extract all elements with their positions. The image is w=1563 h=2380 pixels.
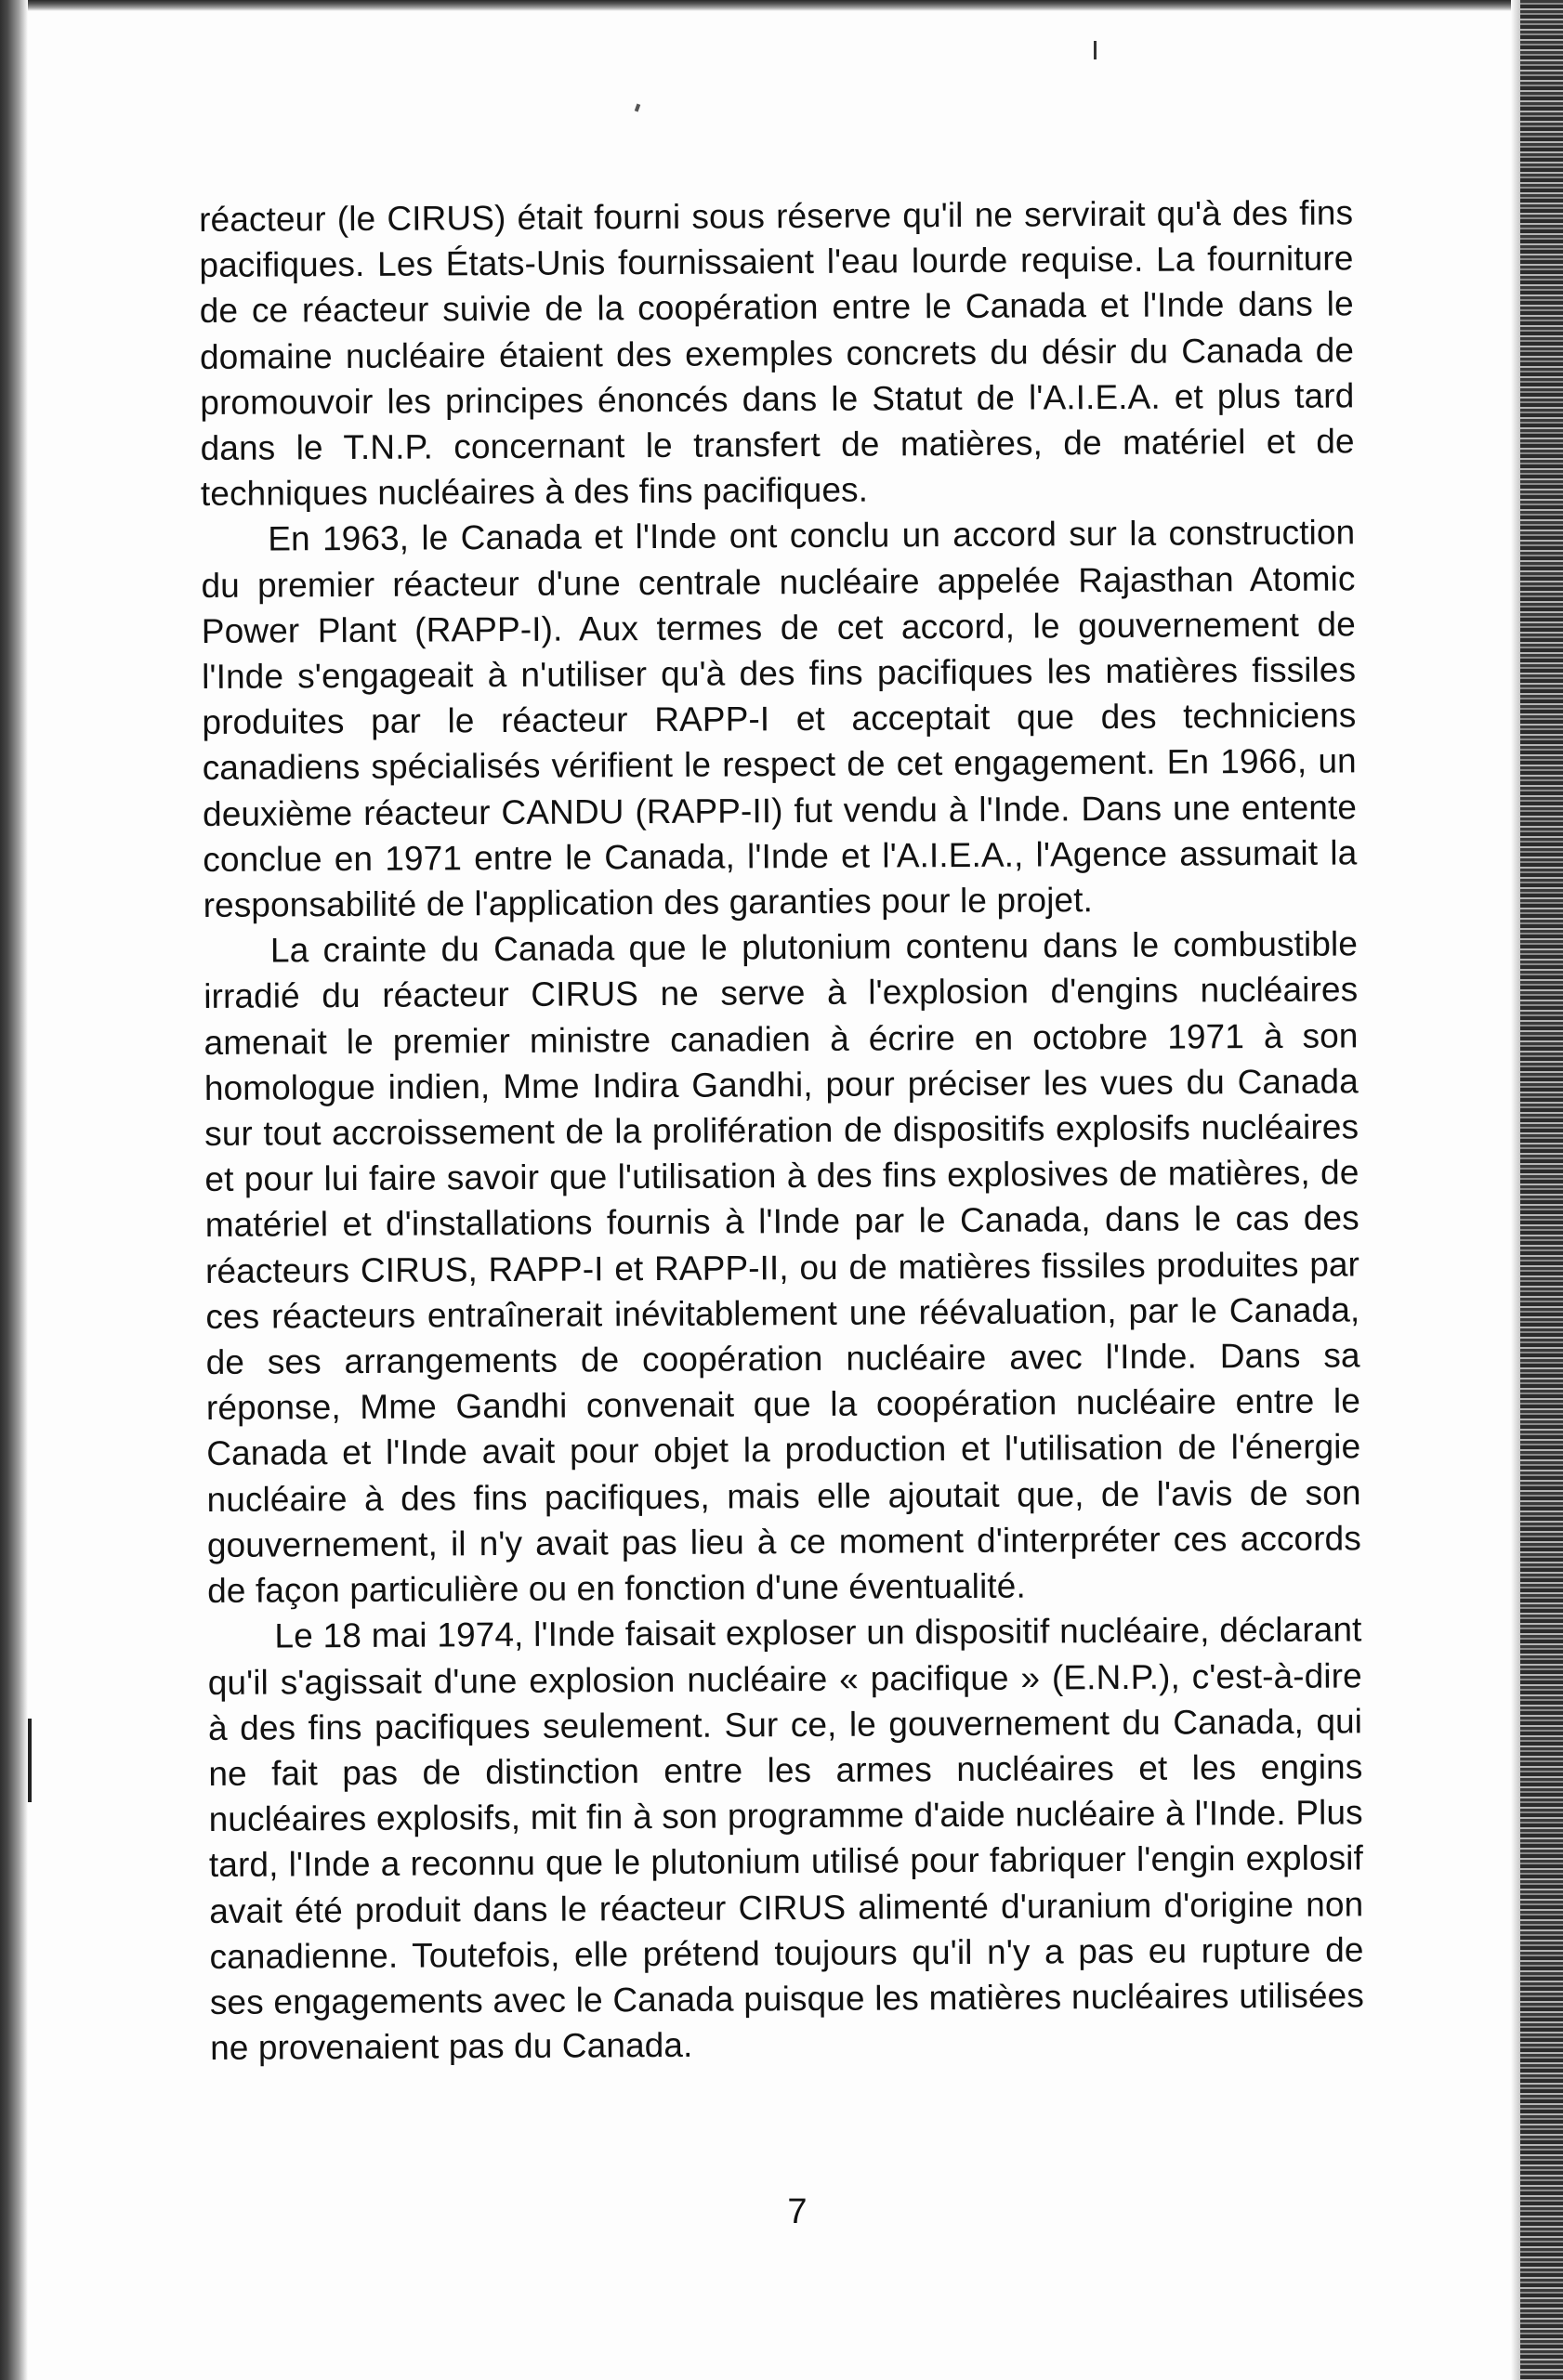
- stray-dot: [635, 104, 640, 112]
- scan-right-shadow: [1511, 0, 1520, 2380]
- paragraph-4: Le 18 mai 1974, l'Inde faisait exploser un dispositif nucléaire, déclarant qu'il s'agissait d'une explosion nucléaire « pacifique » (E.N.P.), c'est-à-dire à des fins pacifiques seulement. Sur ce, le gouvernement du Canada, qui ne fait pas de distinction entre les armes nucléaires et les engins nucléaires explosifs, mit fin à son programme d'aide nucléaire à l'Inde. Plus tard, l'Inde a reconnu que le plutonium utilisé pour fabriquer l'engin explosif avait été produit dans le réacteur CIRUS alimenté d'uranium d'origine non canadienne. Toutefois, elle prétend toujours qu'il n'y a pas eu rupture de ses engagements avec le Canada puisque les matières nucléaires utilisées ne provenaient pas du Canada.: [207, 1610, 1364, 2068]
- margin-mark: [28, 1719, 32, 1802]
- paragraph-3: La crainte du Canada que le plutonium contenu dans le combustible irradié du réacteur CIRUS ne serve à l'explosion d'engins nucléaires amenait le premier ministre canadien à écrire en octobre 1971 à son homologue indien, Mme Indira Gandhi, pour préciser les vues du Canada sur tout accroissement de la prolifération de dispositifs explosifs nucléaires et pour lui faire savoir que l'utilisation à des fins explosives de matières, de matériel et d'installations fournis à l'Inde par le Canada, dans le cas des réacteurs CIRUS, RAPP-I et RAPP-II, ou de matières fissiles produites par ces réacteurs entraînerait inévitablement une réévaluation, par le Canada, de ses arrangements de coopération nucléaire avec l'Inde. Dans sa réponse, Mme Gandhi convenait que la coopération nucléaire entre le Canada et l'Inde avait pour objet la production et l'utilisation de l'énergie nucléaire à des fins pacifiques, mais elle ajoutait que, de l'avis de son gouvernement, il n'y avait pas lieu à ce moment d'interpréter ces accords de façon particulière ou en fonction d'une éventualité.: [204, 924, 1361, 1611]
- paragraph-1: réacteur (le CIRUS) était fourni sous réserve qu'il ne servirait qu'à des fins pacifiques. Les États-Unis fournissaient l'eau lourde requise. La fourniture de ce réacteur suivie de la coopération entre le Canada et l'Inde dans le domaine nucléaire étaient des exemples concrets du désir du Canada de promouvoir les principes énoncés dans le Statut de l'A.I.E.A. et plus tard dans le T.N.P. concernant le transfert de matières, de matériel et de techniques nucléaires à des fins pacifiques.: [199, 193, 1355, 514]
- scan-right-edge: [1520, 0, 1563, 2380]
- body-text: [199, 190, 1364, 2071]
- paragraph-2: En 1963, le Canada et l'Inde ont conclu un accord sur la construction du premier réacteur d'une centrale nucléaire appelée Rajasthan Atomic Power Plant (RAPP-I). Aux termes de cet accord, le gouvernement de l'Inde s'engageait à n'utiliser qu'à des fins pacifiques les matières fissiles produites par le réacteur RAPP-I et acceptait que des techniciens canadiens spécialisés vérifient le respect de cet engagement. En 1966, un deuxième réacteur CANDU (RAPP-II) fut vendu à l'Inde. Dans une entente conclue en 1971 entre le Canada, l'Inde et l'A.I.E.A., l'Agence assumait la responsabilité de l'application des garanties pour le projet.: [201, 513, 1358, 925]
- page-number: 7: [787, 2192, 808, 2231]
- stray-mark: [1094, 41, 1097, 59]
- scan-top-edge: [0, 0, 1563, 11]
- scan-left-edge: [0, 0, 28, 2380]
